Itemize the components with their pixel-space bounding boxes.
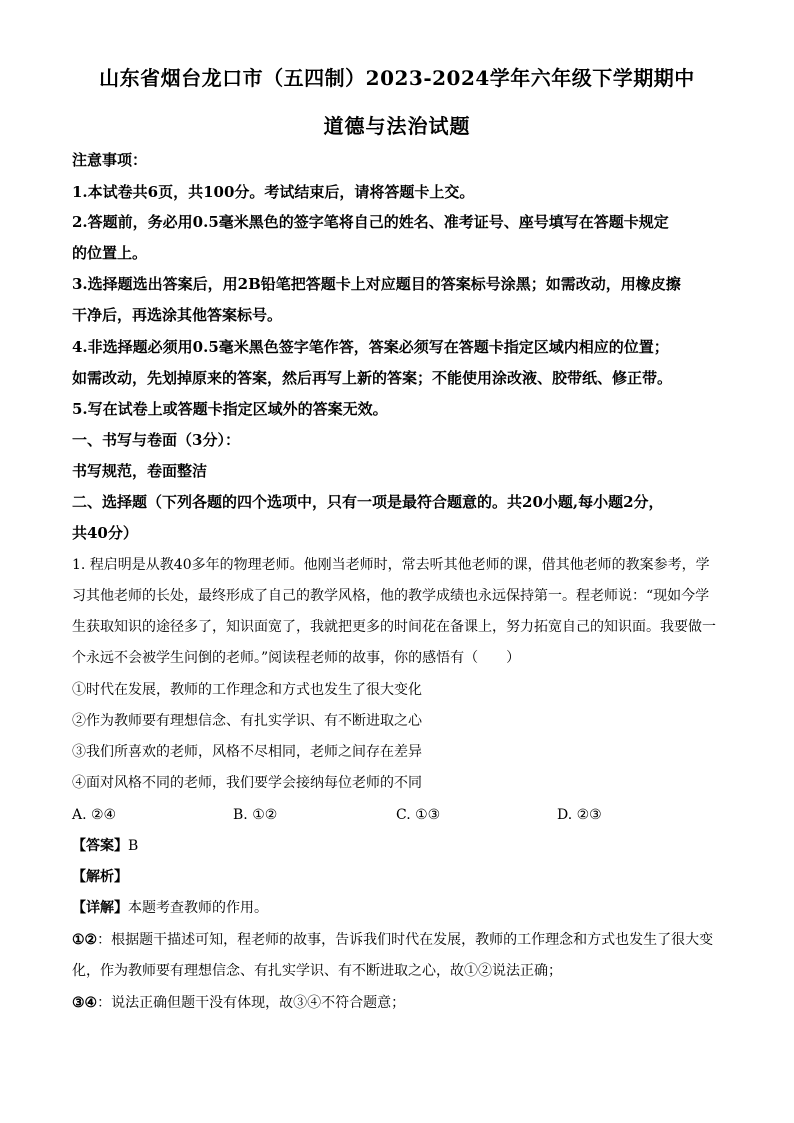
section2-heading: 二、选择题（下列各题的四个选项中，只有一项是最符合题意的。共20小题,每小题2分，: [72, 493, 664, 511]
option-c: C. ①③: [396, 807, 441, 823]
detail-text: 本题考查教师的作用。: [128, 900, 268, 916]
question1-stem: 个永远不会被学生问倒的老师。”阅读程老师的故事，你的感悟有（ ）: [72, 650, 521, 666]
analysis-label: 【解析】: [72, 869, 128, 885]
notice-line: 1.本试卷共6页，共100分。考试结束后，请将答题卡上交。: [72, 183, 475, 201]
explanation-line: [72, 993, 405, 1013]
notice-line: 如需改动，先划掉原来的答案，然后再写上新的答案；不能使用涂改液、胶带纸、修正带。: [72, 369, 673, 387]
question1-stem: 生获取知识的途径多了，知识面宽了，我就把更多的时间花在备课上，努力拓宽自己的知识面。我要做一: [72, 619, 716, 635]
explanation-marker: ①②: [72, 932, 98, 948]
answer-value: B: [128, 838, 139, 854]
explanation-text: ：根据题干描述可知，程老师的故事，告诉我们时代在发展，教师的工作理念和方式也发生了很大变: [97, 932, 714, 948]
answer-row: [72, 836, 138, 856]
detail-row: [72, 898, 268, 918]
question1-statement: ③我们所喜欢的老师，风格不尽相同，老师之间存在差异: [72, 744, 422, 760]
detail-label: 【详解】: [72, 900, 128, 916]
question1-statement: ①时代在发展，教师的工作理念和方式也发生了很大变化: [72, 682, 422, 698]
section1-text: 书写规范，卷面整洁: [72, 462, 208, 480]
section2-heading-cont: 共40分）: [72, 524, 138, 542]
notice-line: 的位置上。: [72, 244, 148, 262]
notice-line: 干净后，再选涂其他答案标号。: [72, 306, 283, 324]
question1-stem: 习其他老师的长处，最终形成了自己的教学风格，他的教学成绩也永远保持第一。程老师说：“现如今学: [72, 588, 710, 604]
explanation-line: [72, 930, 713, 950]
option-a: A. ②④: [72, 807, 117, 823]
notice-line: 4.非选择题必须用0.5毫米黑色签字笔作答，答案必须写在答题卡指定区域内相应的位置；: [72, 338, 669, 356]
notice-line: 3.选择题选出答案后，用2B铅笔把答题卡上对应题目的答案标号涂黑；如需改动，用橡皮擦: [72, 275, 681, 293]
explanation-marker: ③④: [72, 995, 98, 1011]
answer-label: 【答案】: [72, 838, 128, 854]
analysis-row: [72, 867, 128, 887]
explanation-text: ：说法正确但题干没有体现，故③④不符合题意；: [97, 995, 406, 1011]
exam-title: 山东省烟台龙口市（五四制）2023-2024学年六年级下学期期中: [99, 66, 695, 90]
notice-line: 2.答题前，务必用0.5毫米黑色的签字笔将自己的姓名、准考证号、座号填写在答题卡规定: [72, 213, 669, 231]
question1-statement: ②作为教师要有理想信念、有扎实学识、有不断进取之心: [72, 713, 422, 729]
section1-heading: 一、书写与卷面（3分）：: [72, 431, 240, 449]
notice-heading: 注意事项：: [72, 151, 148, 169]
exam-subject-title: 道德与法治试题: [323, 114, 471, 138]
option-b: B. ①②: [233, 807, 278, 823]
question1-stem: 1. 程启明是从教40多年的物理老师。他刚当老师时，常去听其他老师的课，借其他老师的教案参考，学: [72, 557, 710, 573]
question1-statement: ④面对风格不同的老师，我们要学会接纳每位老师的不同: [72, 775, 422, 791]
option-d: D. ②③: [557, 807, 602, 823]
notice-line: 5.写在试卷上或答题卡指定区域外的答案无效。: [72, 400, 388, 418]
explanation-line: 化，作为教师要有理想信念、有扎实学识、有不断进取之心，故①②说法正确；: [72, 963, 562, 979]
